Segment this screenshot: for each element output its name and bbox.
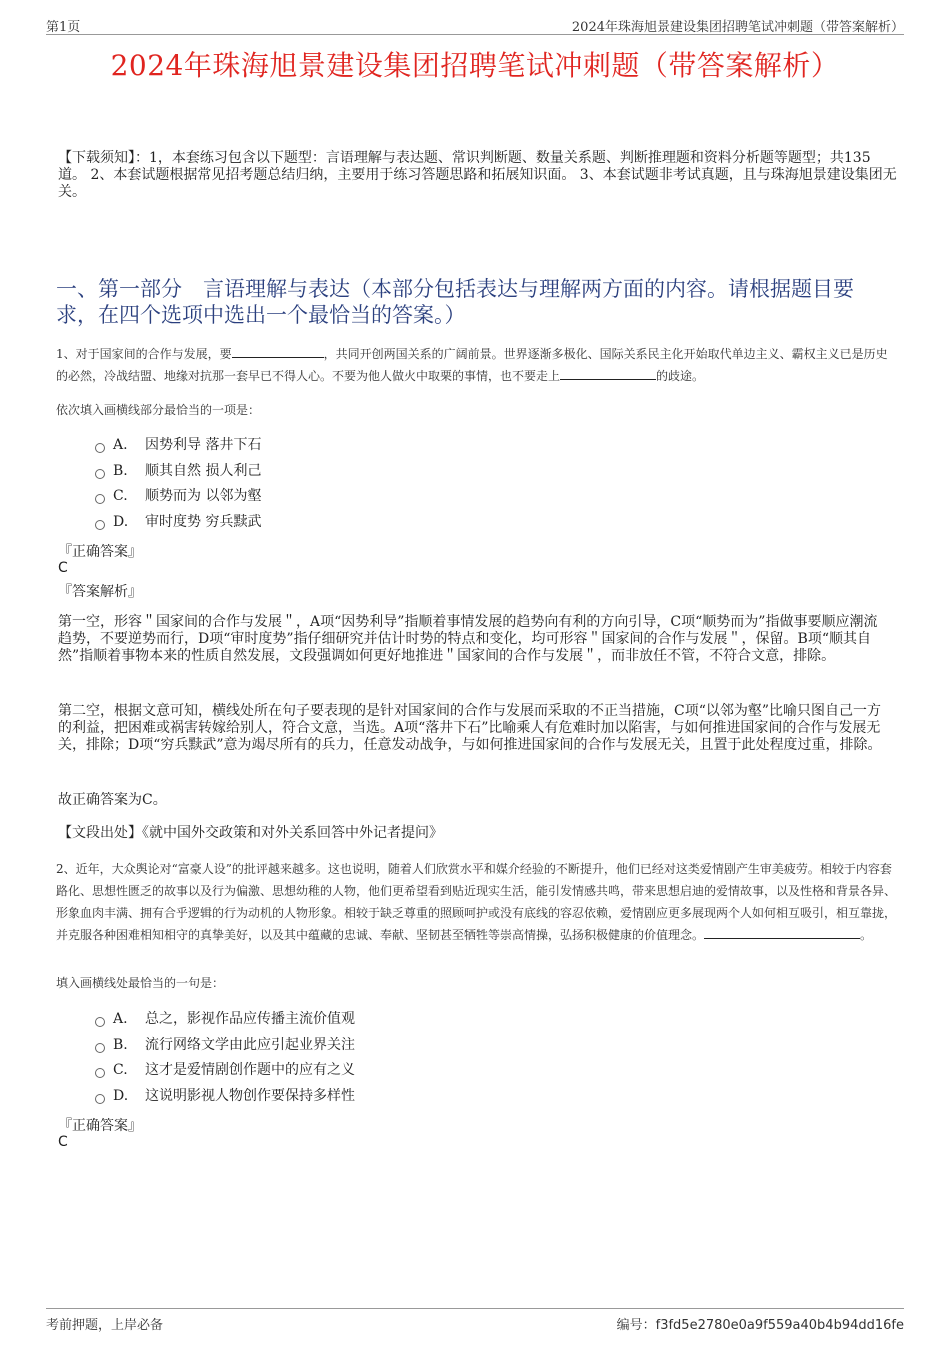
footer-code: 编号：f3fd5e2780e0a9f559a40b4b94dd16fe: [616, 1318, 904, 1333]
section-title: 一、第一部分 言语理解与表达（本部分包括表达与理解两方面的内容。请根据题目要求，在四个选项中选出一个最恰当的答案。）: [56, 277, 854, 327]
question-2-options: [95, 1007, 355, 1109]
option-c[interactable]: C. 这才是爱情剧创作题中的应有之义: [95, 1058, 355, 1084]
download-notice: 【下载须知】：1，本套练习包含以下题型：言语理解与表达题、常识判断题、数量关系题、判断推理题和资料分析题等题型；共135道。 2、本套试题根据常见招考题总结归纳，主要用于练习答题思路和拓展知识面。 3、本套试题非考试真题，且与珠海旭景建设集团无关。: [58, 150, 897, 200]
option-b[interactable]: B. 顺其自然 损人利己: [95, 459, 261, 485]
page-header: [46, 14, 904, 35]
blank-1: [232, 345, 324, 358]
page-footer: [46, 1308, 904, 1333]
radio-icon[interactable]: [95, 1068, 105, 1078]
radio-icon[interactable]: [95, 1043, 105, 1053]
blank-2: [560, 367, 656, 380]
option-a[interactable]: A. 总之，影视作品应传播主流价值观: [95, 1007, 355, 1033]
radio-icon[interactable]: [95, 1017, 105, 1027]
document-title: 2024年珠海旭景建设集团招聘笔试冲刺题（带答案解析）: [110, 49, 840, 82]
page-number: 第1页: [46, 20, 81, 35]
header-doc-title: 2024年珠海旭景建设集团招聘笔试冲刺题（带答案解析）: [571, 20, 904, 35]
radio-icon[interactable]: [95, 494, 105, 504]
radio-icon[interactable]: [95, 520, 105, 530]
analysis-paragraph-3: 故正确答案为C。: [58, 792, 167, 808]
question-1-prompt: 依次填入画横线部分最恰当的一项是：: [56, 403, 261, 417]
question-2-text: 2、近年，大众舆论对“富豪人设”的批评越来越多。这也说明，随着人们欣赏水平和媒介经验的不断提升，他们已经对这类爱情剧产生审美疲劳。相较于内容套路化、思想性匮乏的故事以及行为偏激、思想幼稚的人物，他们更希望看到贴近现实生活，能引发情感共鸣，带来思想启迪的爱情故事，以及性格和背景各异、形象血肉丰满、拥有合乎逻辑的行为动机的人物形象。相较于缺乏尊重的照顾呵护或没有底线的容忍依赖，爱情剧应更多展现两个人如何相互吸引，相互靠拢，并克服各种困难相知相守的真挚美好，以及其中蕴藏的忠诚、奉献、坚韧甚至牺牲等崇高情操，弘扬积极健康的价值理念。 。: [56, 862, 897, 942]
option-a[interactable]: A. 因势利导 落井下石: [95, 433, 261, 459]
option-d[interactable]: D. 审时度势 穷兵黩武: [95, 510, 261, 536]
question-1-options: [95, 433, 261, 535]
answer-value: C: [58, 560, 68, 576]
blank-3: [704, 926, 860, 939]
question-1-text: 1、对于国家间的合作与发展，要 ，共同开创两国关系的广阔前景。世界逐渐多极化、国际关系民主化开始取代单边主义、霸权主义已是历史的必然，冷战结盟、地缘对抗那一套早已不得人心。不要为他人做火中取栗的事情，也不要走上 的歧途。: [56, 347, 888, 383]
analysis-paragraph-1: 第一空，形容＂国家间的合作与发展＂，A项“因势利导”指顺着事情发展的趋势向有利的方向引导，C项“顺势而为”指做事要顺应潮流趋势，不要逆势而行，D项“审时度势”指仔细研究并估计时势的特点和变化，均可形容＂国家间的合作与发展＂，保留。B项“顺其自然”指顺着事物本来的性质自然发展，文段强调如何更好地推进＂国家间的合作与发展＂，而非放任不管，不符合文意，排除。: [58, 614, 878, 664]
answer-value: C: [58, 1134, 68, 1150]
option-c[interactable]: C. 顺势而为 以邻为壑: [95, 484, 261, 510]
question-2-prompt: 填入画横线处最恰当的一句是：: [56, 976, 225, 990]
source-citation: 【文段出处】《就中国外交政策和对外关系回答中外记者提问》: [58, 825, 443, 841]
radio-icon[interactable]: [95, 469, 105, 479]
footer-slogan: 考前押题，上岸必备: [46, 1318, 164, 1333]
radio-icon[interactable]: [95, 1094, 105, 1104]
radio-icon[interactable]: [95, 443, 105, 453]
analysis-paragraph-2: 第二空，根据文意可知，横线处所在句子要表现的是针对国家间的合作与发展而采取的不正当措施，C项“以邻为壑”比喻只图自己一方的利益，把困难或祸害转嫁给别人，符合文意，当选。A项“落井下石”比喻乘人有危难时加以陷害，与如何推进国家间的合作与发展无关，排除；D项“穷兵黩武”意为竭尽所有的兵力，任意发动战争，与如何推进国家间的合作与发展无关，且置于此处程度过重，排除。: [58, 703, 882, 753]
option-d[interactable]: D. 这说明影视人物创作要保持多样性: [95, 1084, 355, 1110]
answer-label: 『正确答案』: [58, 1118, 142, 1134]
analysis-label: 『答案解析』: [58, 584, 142, 600]
answer-label: 『正确答案』: [58, 544, 142, 560]
option-b[interactable]: B. 流行网络文学由此应引起业界关注: [95, 1033, 355, 1059]
